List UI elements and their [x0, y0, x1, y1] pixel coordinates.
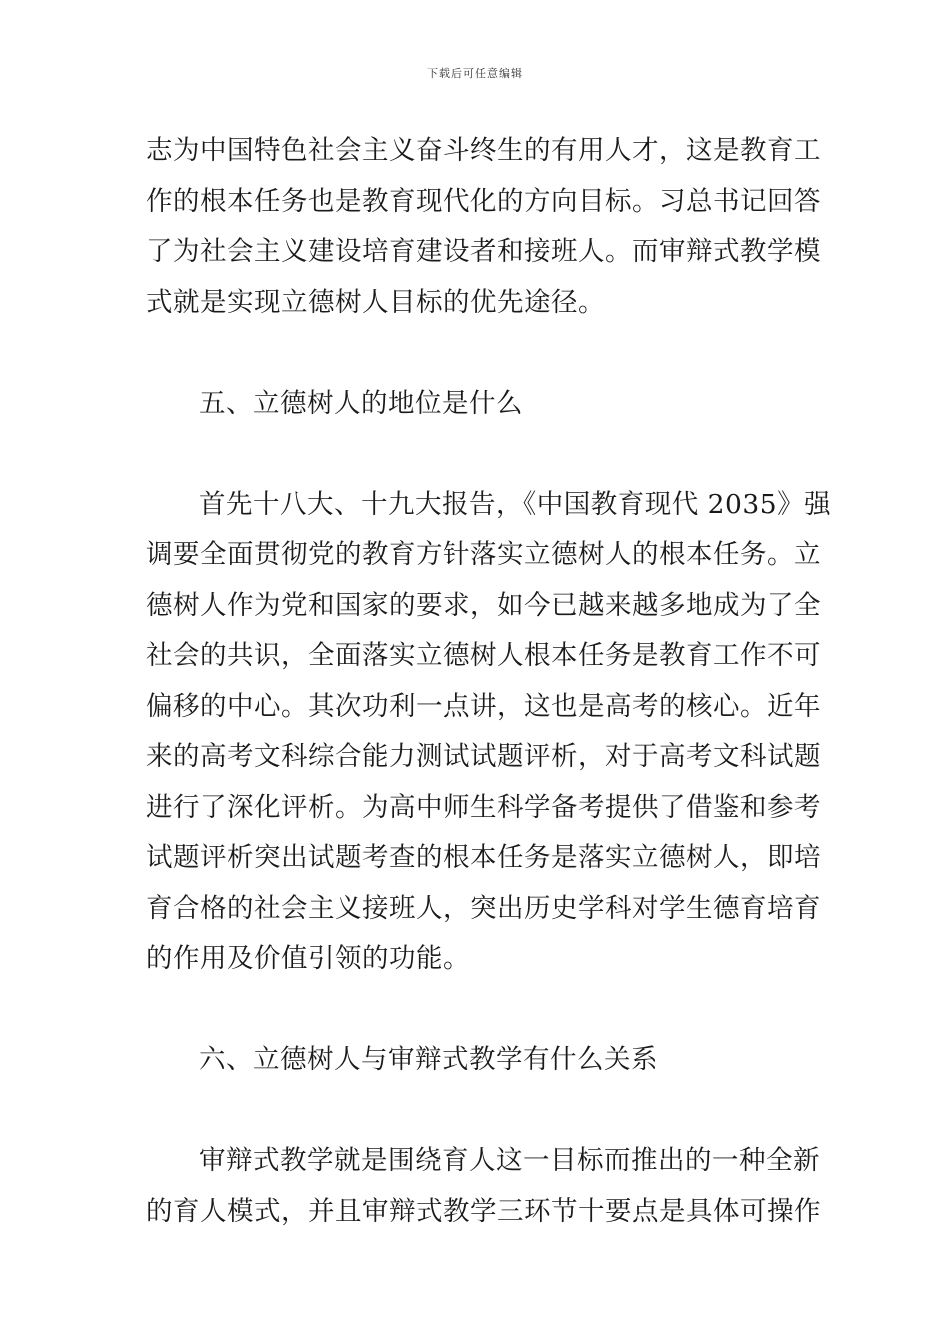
paragraph-gap [146, 328, 808, 379]
text-line: 式就是实现立德树人目标的优先途径。 [146, 286, 605, 318]
text-line: 进行了深化评析。为高中师生科学备考提供了借鉴和参考 [146, 791, 821, 823]
paragraph-gap [146, 429, 808, 480]
text-line: 首先十八大、十九大报告，《中国教育现代 2035》强 [199, 488, 832, 520]
text-line: 偏移的中心。其次功利一点讲，这也是高考的核心。近年 [146, 690, 821, 722]
text-line: 调要全面贯彻党的教育方针落实立德树人的根本任务。立 [146, 539, 821, 570]
text-line: 作的根本任务也是教育现代化的方向目标。习总书记回答 [146, 185, 821, 217]
text-line: 来的高考文科综合能力测试试题评析，对于高考文科试题 [146, 741, 821, 772]
paragraph-status [146, 480, 832, 985]
section-heading-6: 六、立德树人与审辩式教学有什么关系 [199, 1044, 658, 1075]
text-line: 审辩式教学就是围绕育人这一目标而推出的一种全新 [199, 1145, 820, 1176]
paragraph-gap [146, 985, 808, 1036]
document-body [146, 126, 832, 1237]
text-line: 的作用及价值引领的功能。 [146, 943, 470, 974]
text-line: 育合格的社会主义接班人，突出历史学科对学生德育培育 [146, 892, 821, 924]
text-line: 社会的共识，全面落实立德树人根本任务是教育工作不可 [146, 640, 821, 671]
text-line: 德树人作为党和国家的要求，如今已越来越多地成为了全 [146, 589, 821, 621]
text-line: 了为社会主义建设培育建设者和接班人。而审辩式教学模 [146, 236, 821, 267]
page-header-note: 下载后可任意编辑 [427, 67, 523, 80]
paragraph-relation [146, 1136, 821, 1237]
paragraph-continuation [146, 126, 821, 328]
section-heading-5: 五、立德树人的地位是什么 [199, 387, 523, 419]
text-line: 试题评析突出试题考查的根本任务是落实立德树人，即培 [146, 842, 821, 873]
text-line: 志为中国特色社会主义奋斗终生的有用人才，这是教育工 [146, 135, 821, 166]
text-line: 的育人模式，并且审辩式教学三环节十要点是具体可操作 [146, 1195, 821, 1227]
paragraph-gap [146, 1086, 808, 1137]
